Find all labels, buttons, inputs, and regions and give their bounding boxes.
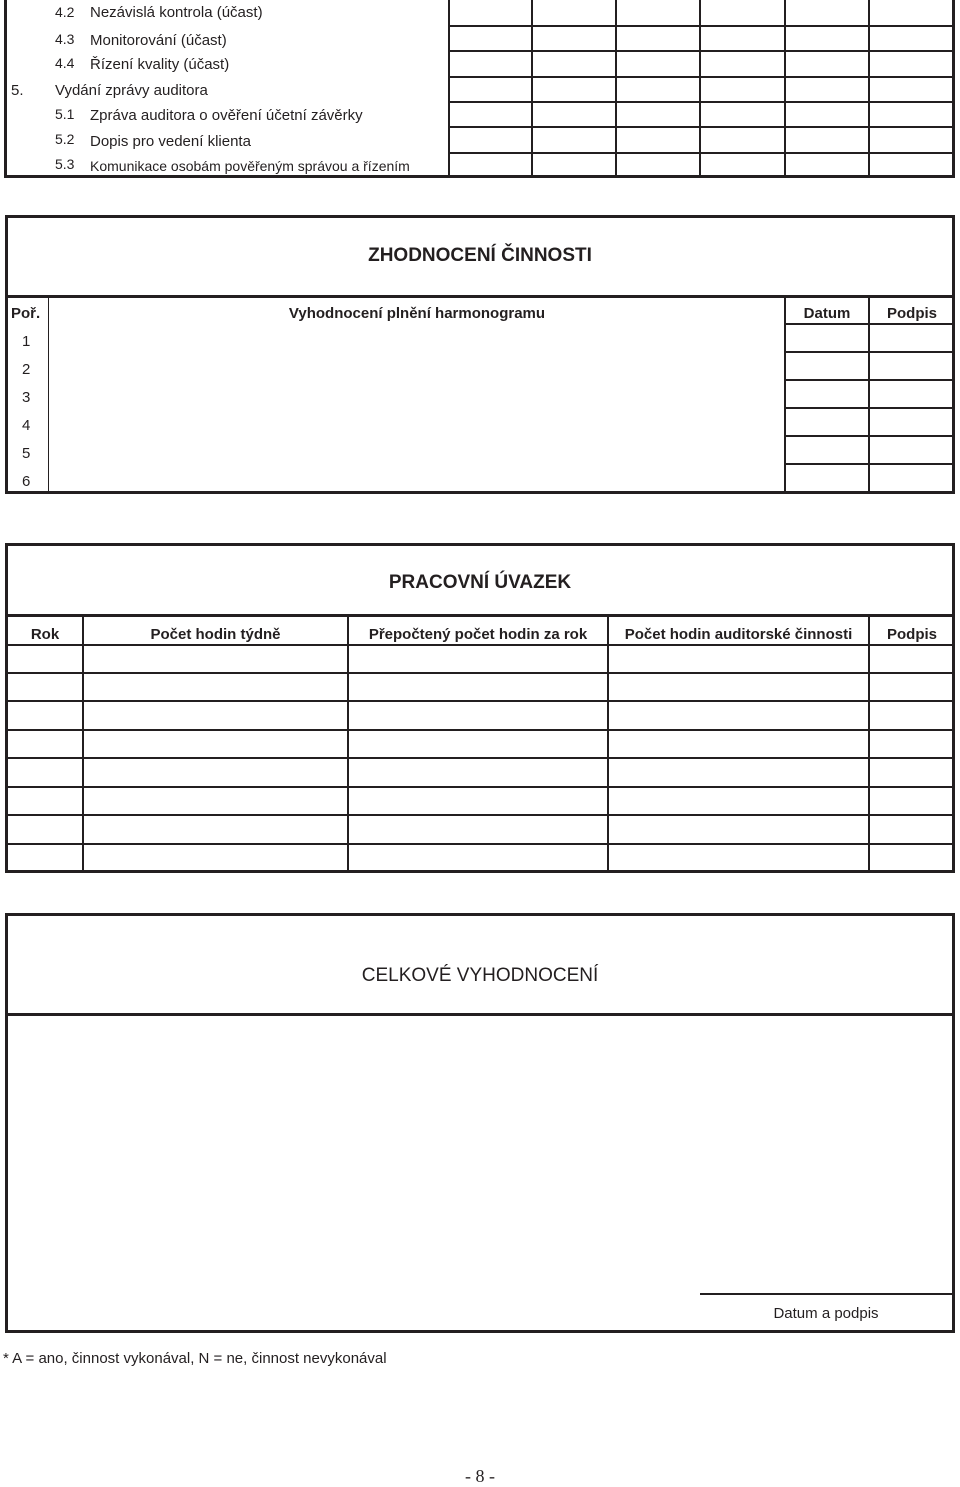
row-label: Monitorování (účast)	[90, 32, 227, 49]
row-number: 5.2	[55, 131, 75, 147]
column-header-audit-hours: Počet hodin auditorské činnosti	[624, 626, 853, 643]
column-header-yearly-hours: Přepočtený počet hodin za rok	[368, 626, 588, 643]
row-label: Zpráva auditora o ověření účetní závěrky	[90, 107, 363, 124]
signature-label: Datum a podpis	[773, 1305, 879, 1322]
row-index: 6	[22, 473, 31, 490]
row-number: 4.3	[55, 31, 75, 47]
column-header-number: Poř.	[11, 305, 41, 322]
column-header-evaluation: Vyhodnocení plnění harmonogramu	[288, 305, 546, 322]
column-header-sign: Podpis	[886, 305, 937, 322]
row-number: 5.3	[55, 156, 75, 172]
footnote: * A = ano, činnost vykonával, N = ne, činnost nevykonával	[3, 1350, 387, 1367]
row-label: Vydání zprávy auditora	[55, 82, 208, 99]
row-index: 4	[22, 417, 31, 434]
row-label: Nezávislá kontrola (účast)	[90, 4, 263, 21]
column-header-date: Datum	[803, 305, 851, 322]
row-number: 4.4	[55, 55, 75, 71]
column-header-sign: Podpis	[886, 626, 937, 643]
row-number: 5.1	[55, 106, 75, 122]
column-header-weekly-hours: Počet hodin týdně	[150, 626, 281, 643]
row-number: 4.2	[55, 4, 75, 20]
column-header-year: Rok	[30, 626, 60, 643]
row-label: Řízení kvality (účast)	[90, 56, 230, 73]
page-number: - 8 -	[465, 1466, 495, 1486]
row-index: 2	[22, 361, 31, 378]
signature-line	[700, 1293, 952, 1295]
row-label: Komunikace osobám pověřeným správou a řízením	[90, 158, 410, 174]
row-number: 5.	[11, 82, 24, 99]
row-index: 1	[22, 333, 31, 350]
row-label: Dopis pro vedení klienta	[90, 133, 251, 150]
row-index: 3	[22, 389, 31, 406]
row-index: 5	[22, 445, 31, 462]
overall-title: CELKOVÉ VYHODNOCENÍ	[361, 965, 599, 986]
workload-title: PRACOVNÍ ÚVAZEK	[388, 572, 572, 593]
evaluation-title: ZHODNOCENÍ ČINNOSTI	[368, 245, 592, 266]
